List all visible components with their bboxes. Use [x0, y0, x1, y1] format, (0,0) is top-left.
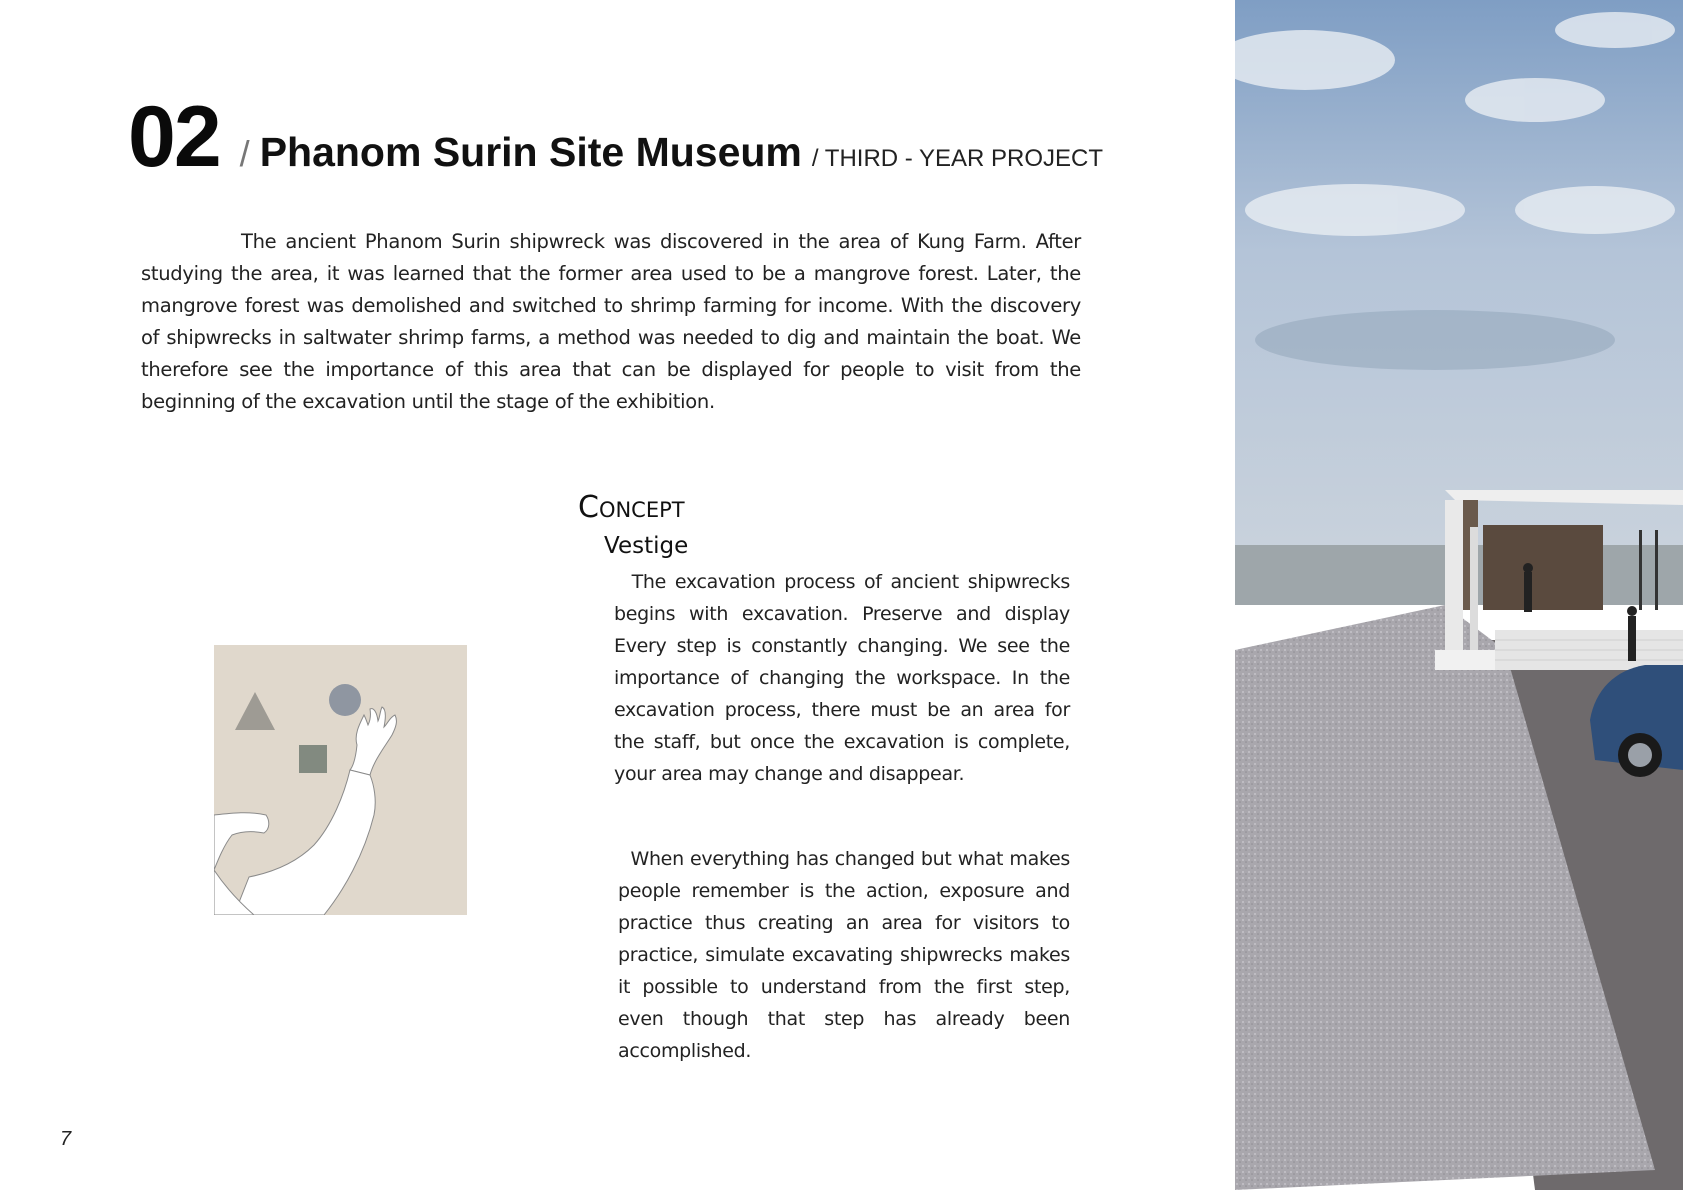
concept-paragraph-1-text: The excavation process of ancient shipwrecks begins with excavation. Preserve and display Every step is constantly changing. We see the importance of changing the workspace. In the excavation process, there must be an area for the staff, but once the excavation is complete, your area may change and disappear. — [614, 571, 1070, 785]
concept-heading: Concept — [578, 490, 685, 525]
project-title: Phanom Surin Site Museum — [259, 129, 802, 175]
page-header — [128, 88, 1103, 187]
project-subtitle: / THIRD - YEAR PROJECT — [811, 145, 1104, 172]
intro-text: The ancient Phanom Surin shipwreck was discovered in the area of Kung Farm. After studying the area, it was learned that the former area used to be a mangrove forest. Later, the mangrove forest was demolished and switched to shrimp farming for income. With the discovery of shipwrecks in saltwater shrimp farms, a method was needed to dig and maintain the boat. We therefore see the importance of this area that can be displayed for people to visit from the beginning of the excavation until the stage of the exhibition. — [141, 230, 1081, 413]
building-rendering — [1235, 0, 1683, 1190]
page-number: 7 — [60, 1128, 72, 1150]
section-number: 02 — [128, 89, 220, 185]
concept-paragraph-1 — [614, 566, 1070, 790]
intro-paragraph — [141, 226, 1081, 418]
concept-illustration — [214, 645, 467, 915]
concept-paragraph-2 — [618, 843, 1070, 1067]
concept-subheading: Vestige — [604, 533, 689, 559]
square-shape — [299, 745, 327, 773]
header-slash: / — [239, 133, 250, 174]
concept-paragraph-2-text: When everything has changed but what makes people remember is the action, exposure and practice thus creating an area for visitors to practice, simulate excavating shipwrecks makes it possible to understand from the first step, even though that step has already been accomplished. — [618, 848, 1070, 1062]
circle-shape — [329, 684, 361, 716]
